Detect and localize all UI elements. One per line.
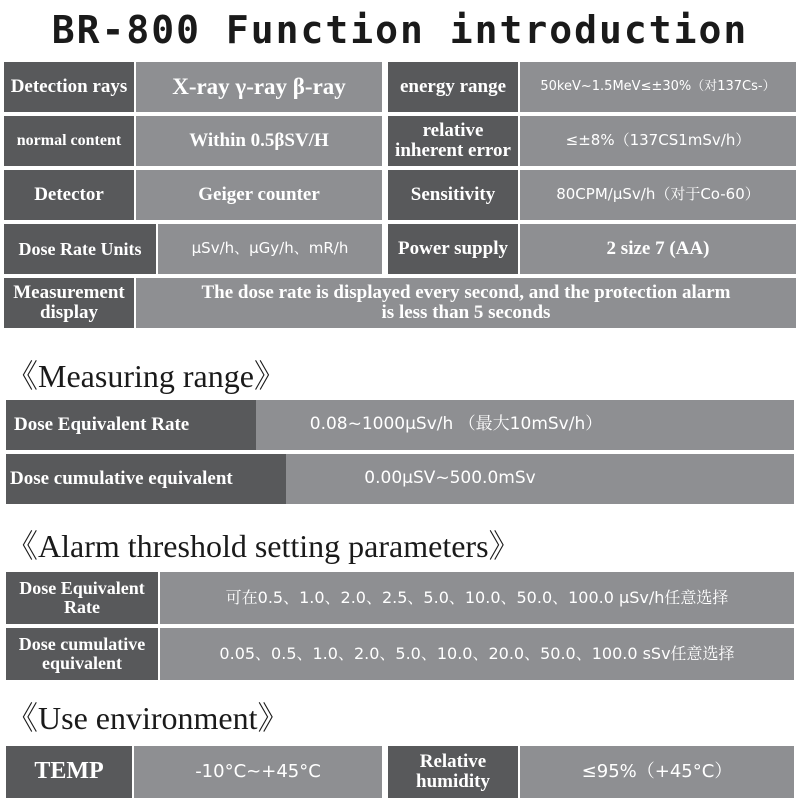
measurement-display-label: Measurement display <box>4 278 134 328</box>
dose-units-label: Dose Rate Units <box>4 224 156 274</box>
page-title: BR-800 Function introduction <box>51 8 749 52</box>
measuring-cum-label: Dose cumulative equivalent <box>6 454 286 504</box>
detection-rays-value: X-ray γ-ray β-ray <box>136 62 382 112</box>
temp-label: TEMP <box>6 746 132 798</box>
alarm-threshold-heading: 《Alarm threshold setting parameters》 <box>6 528 521 564</box>
detector-label: Detector <box>4 170 134 220</box>
humidity-label: Relative humidity <box>388 746 518 798</box>
power-supply-value: 2 size 7 (AA) <box>520 224 796 274</box>
relative-error-label: relative inherent error <box>388 116 518 166</box>
measurement-display-value: The dose rate is displayed every second, and the protection alarm is less than 5 seconds <box>136 278 796 328</box>
power-supply-label: Power supply <box>388 224 518 274</box>
sensitivity-label: Sensitivity <box>388 170 518 220</box>
measuring-range-heading: 《Measuring range》 <box>6 358 286 394</box>
measuring-cum-value: 0.00μSV~500.0mSv <box>300 454 600 504</box>
measuring-rate-label: Dose Equivalent Rate <box>6 400 256 450</box>
alarm-rate-label: Dose Equivalent Rate <box>6 572 158 624</box>
use-environment-heading: 《Use environment》 <box>6 700 290 736</box>
energy-range-value: 50keV~1.5MeV≤±30%（对137Cs-） <box>520 62 796 112</box>
temp-value: -10°C~+45°C <box>134 746 382 798</box>
alarm-cum-value: 0.05、0.5、1.0、2.0、5.0、10.0、20.0、50.0、100.0 sSv任意选择 <box>160 628 794 680</box>
dose-units-value: μSv/h、μGy/h、mR/h <box>158 224 382 274</box>
alarm-rate-value: 可在0.5、1.0、2.0、2.5、5.0、10.0、50.0、100.0 μSv/h任意选择 <box>160 572 794 624</box>
alarm-cum-label: Dose cumulative equivalent <box>6 628 158 680</box>
sensitivity-value: 80CPM/μSv/h（对于Co-60） <box>520 170 796 220</box>
relative-error-value: ≤±8%（137CS1mSv/h） <box>520 116 796 166</box>
detector-value: Geiger counter <box>136 170 382 220</box>
normal-content-value: Within 0.5βSV/H <box>136 116 382 166</box>
normal-content-label: normal content <box>4 116 134 166</box>
humidity-value: ≤95%（+45°C） <box>520 746 794 798</box>
detection-rays-label: Detection rays <box>4 62 134 112</box>
measuring-rate-value: 0.08~1000μSv/h （最大10mSv/h） <box>256 400 656 450</box>
energy-range-label: energy range <box>388 62 518 112</box>
